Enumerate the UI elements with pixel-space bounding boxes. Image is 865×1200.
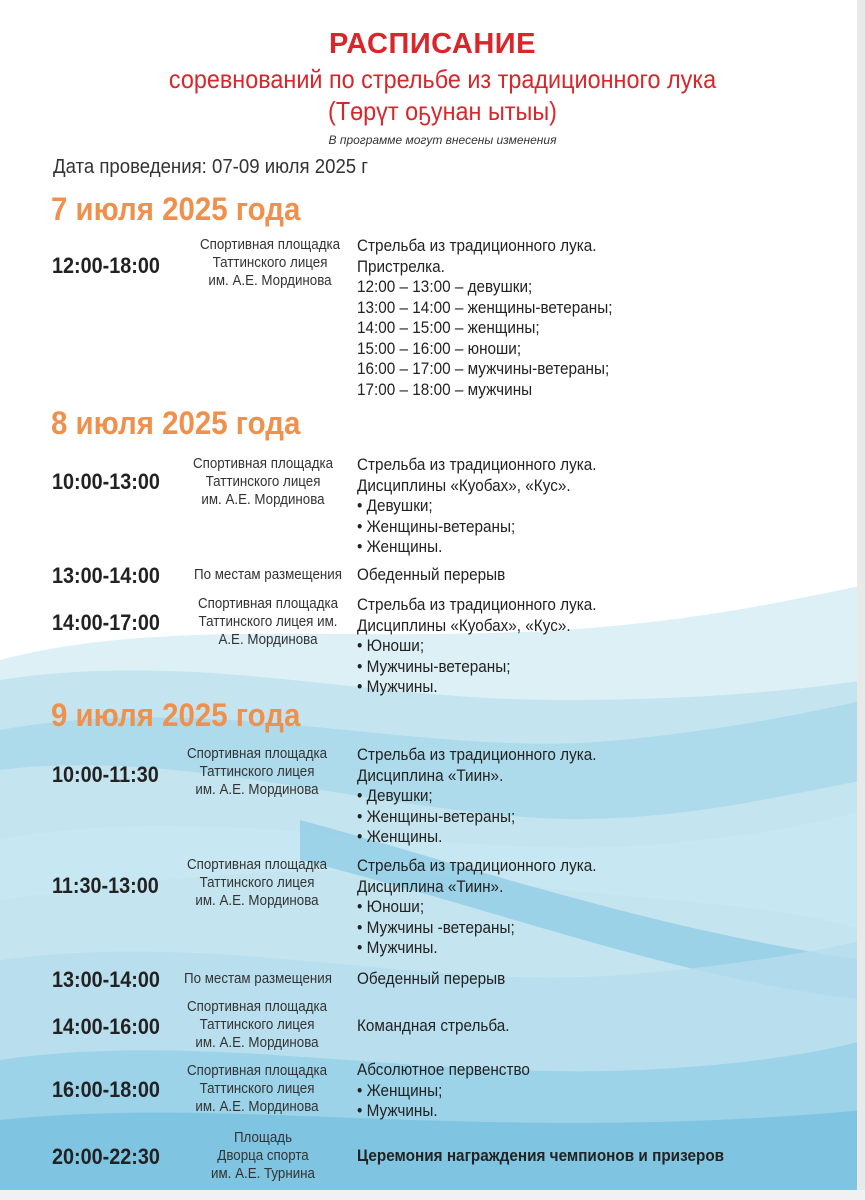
page-title: РАСПИСАНИЕ: [329, 28, 536, 60]
event-description: [357, 1060, 530, 1122]
description-line: 15:00 – 16:00 – юноши;: [357, 338, 522, 358]
description-line: • Юноши;: [357, 897, 425, 916]
event-place: [170, 745, 345, 799]
place-line: им. А.Е. Мординова: [195, 782, 319, 798]
event-description: [357, 1146, 724, 1167]
place-line: Спортивная площадка: [186, 857, 328, 873]
place-line: Спортивная площадка: [199, 237, 341, 253]
page-subtitle-local: (Төрүт оҕунан ытыы): [328, 96, 557, 126]
event-description: [357, 856, 597, 959]
event-place: [176, 1129, 351, 1183]
event-description: [357, 1016, 510, 1037]
event-time: 14:00-16:00: [52, 1014, 160, 1039]
place-line: По местам размещения: [184, 971, 332, 987]
page-subtitle: соревнований по стрельбе из традиционного лука: [168, 64, 717, 94]
description-line: Дисциплины «Куобах», «Кус».: [357, 615, 571, 635]
description-line: Церемония награждения чемпионов и призеров: [357, 1146, 725, 1165]
description-line: • Мужчины-ветераны;: [357, 656, 511, 676]
event-description: [357, 565, 505, 586]
event-time: 14:00-17:00: [52, 610, 160, 635]
place-line: им. А.Е. Мординова: [195, 893, 319, 909]
event-place: [183, 236, 358, 290]
description-line: Дисциплины «Куобах», «Кус».: [357, 475, 571, 495]
description-line: 17:00 – 18:00 – мужчины: [357, 379, 533, 399]
event-time: 20:00-22:30: [52, 1144, 160, 1169]
day-heading: 8 июля 2025 года: [51, 405, 301, 441]
place-line: Таттинского лицея им.: [198, 614, 338, 630]
event-place: [170, 856, 345, 910]
place-line: Таттинского лицея: [199, 764, 315, 780]
description-line: Дисциплина «Тиин».: [357, 765, 504, 785]
description-line: • Женщины;: [357, 1080, 443, 1100]
description-line: • Женщины.: [357, 537, 443, 556]
description-line: 13:00 – 14:00 – женщины-ветераны;: [357, 297, 613, 317]
place-line: Спортивная площадка: [186, 1063, 328, 1079]
event-place: [181, 566, 356, 584]
place-line: Спортивная площадка: [192, 456, 334, 472]
event-description: [357, 595, 597, 698]
place-line: Таттинского лицея: [199, 1081, 315, 1097]
event-time: 16:00-18:00: [52, 1077, 160, 1102]
place-line: Спортивная площадка: [186, 746, 328, 762]
description-line: 16:00 – 17:00 – мужчины-ветераны;: [357, 359, 610, 378]
event-description: [357, 745, 597, 848]
event-time: 10:00-11:30: [52, 762, 159, 787]
event-dates: Дата проведения: 07-09 июля 2025 г: [53, 156, 369, 178]
place-line: Площадь: [233, 1130, 293, 1146]
description-line: • Девушки;: [357, 496, 433, 515]
description-line: Стрельба из традиционного лука.: [357, 745, 597, 764]
description-line: Стрельба из традиционного лука.: [357, 595, 597, 614]
place-line: им. А.Е. Мординова: [208, 273, 332, 289]
description-line: 14:00 – 15:00 – женщины;: [357, 318, 540, 337]
event-time: 12:00-18:00: [52, 253, 160, 278]
place-line: Таттинского лицея: [199, 875, 315, 891]
event-description: [357, 236, 612, 400]
photo-frame-bottom: [0, 1190, 865, 1200]
description-line: Пристрелка.: [357, 256, 445, 276]
description-line: Стрельба из традиционного лука.: [357, 856, 597, 875]
place-line: А.Е. Мординова: [218, 632, 318, 648]
place-line: им. А.Е. Мординова: [195, 1099, 319, 1115]
event-time: 13:00-14:00: [52, 967, 160, 992]
description-line: • Мужчины.: [357, 677, 438, 696]
event-place: [170, 1062, 345, 1116]
place-line: Дворца спорта: [217, 1148, 309, 1164]
place-line: им. А.Е. Мординова: [201, 492, 325, 508]
description-line: Дисциплина «Тиин».: [357, 876, 504, 896]
description-line: Абсолютное первенство: [357, 1060, 530, 1079]
place-line: По местам размещения: [194, 567, 342, 583]
changes-note: В программе могут внесены изменения: [328, 133, 557, 147]
description-line: Обеденный перерыв: [357, 565, 506, 584]
description-line: • Женщины-ветераны;: [357, 516, 516, 536]
event-time: 10:00-13:00: [52, 469, 160, 494]
description-line: • Юноши;: [357, 636, 425, 655]
event-place: [171, 970, 346, 988]
event-time: 11:30-13:00: [52, 873, 159, 898]
event-place: [170, 998, 345, 1052]
day-heading: 7 июля 2025 года: [51, 191, 301, 227]
place-line: им. А.Е. Мординова: [195, 1035, 319, 1051]
event-time: 13:00-14:00: [52, 563, 160, 588]
place-line: Таттинского лицея: [212, 255, 328, 271]
photo-frame-right: [857, 0, 865, 1200]
description-line: Стрельба из традиционного лука.: [357, 455, 597, 474]
description-line: Обеденный перерыв: [357, 969, 506, 988]
description-line: • Женщины.: [357, 827, 443, 846]
description-line: • Женщины-ветераны;: [357, 806, 516, 826]
description-line: 12:00 – 13:00 – девушки;: [357, 277, 533, 296]
day-heading: 9 июля 2025 года: [51, 697, 301, 733]
place-line: им. А.Е. Турнина: [211, 1166, 315, 1182]
place-line: Таттинского лицея: [205, 474, 321, 490]
description-line: • Мужчины.: [357, 1101, 438, 1120]
place-line: Спортивная площадка: [197, 596, 339, 612]
event-place: [181, 595, 356, 649]
place-line: Таттинского лицея: [199, 1017, 315, 1033]
description-line: • Девушки;: [357, 786, 433, 805]
description-line: Стрельба из традиционного лука.: [357, 236, 597, 255]
place-line: Спортивная площадка: [186, 999, 328, 1015]
description-line: • Мужчины -ветераны;: [357, 917, 515, 937]
event-description: [357, 455, 597, 558]
event-place: [176, 455, 351, 509]
description-line: • Мужчины.: [357, 938, 438, 957]
event-description: [357, 969, 505, 990]
description-line: Командная стрельба.: [357, 1016, 510, 1035]
